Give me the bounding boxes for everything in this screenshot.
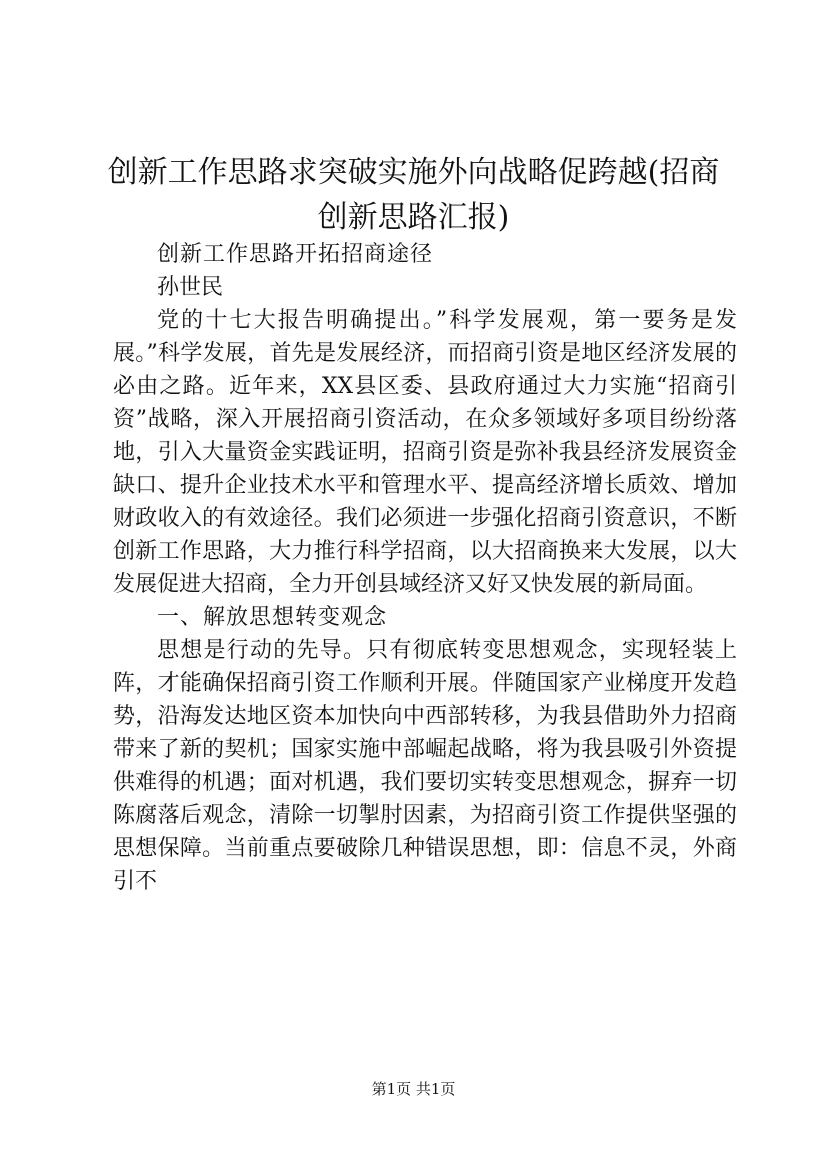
document-title: 创新工作思路求突破实施外向战略促跨越(招商创新思路汇报) bbox=[107, 155, 720, 235]
document-subtitle: 创新工作思路开拓招商途径 bbox=[157, 242, 434, 267]
body-paragraph: 思想是行动的先导。只有彻底转变思想观念，实现轻装上阵，才能确保招商引资工作顺利开展。伴随国家产业梯度开发趋势，沿海发达地区资本加快向中西部转移，为我县借助外力招商带来了新的契机；国家实施中部崛起战略，将为我县吸引外资提供难得的机遇；面对机遇，我们要切实转变思想观念，摒弃一切陈腐落后观念，清除一切掣肘因素，为招商引资工作提供坚强的思想保障。当前重点要破除几种错误思想，即：信息不灵，外商引不 bbox=[113, 638, 737, 894]
document-body bbox=[113, 238, 737, 898]
body-paragraph: 党的十七大报告明确提出。”科学发展观，第一要务是发展。”科学发展，首先是发展经济，而招商引资是地区经济发展的必由之路。近年来，XX县区委、县政府通过大力实施“招商引资”战略，深入开展招商引资活动，在众多领域好多项目纷纷落地，引入大量资金实践证明，招商引资是弥补我县经济发展资金缺口、提升企业技术水平和管理水平、提高经济增长质效、增加财政收入的有效途径。我们必须进一步强化招商引资意识，不断创新工作思路，大力推行科学招商，以大招商换来大发展，以大发展促进大招商，全力开创县域经济又好又快发展的新局面。 bbox=[113, 308, 737, 597]
section-heading: 一、解放思想转变观念 bbox=[157, 605, 388, 630]
document-author: 孙世民 bbox=[157, 275, 224, 300]
page-footer: 第1页 共1页 bbox=[371, 1080, 456, 1098]
